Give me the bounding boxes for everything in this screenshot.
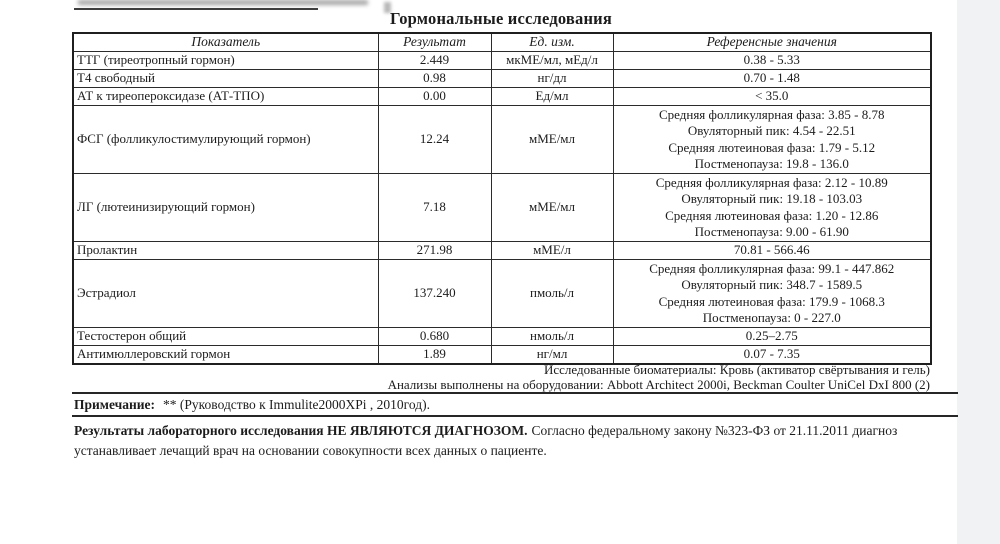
reference-cell — [613, 174, 931, 242]
disclaimer-bold: Результаты лабораторного исследования НЕ ЯВЛЯЮТСЯ ДИАГНОЗОМ. — [74, 423, 528, 438]
reference-cell — [613, 260, 931, 328]
result-cell: 2.449 — [378, 52, 491, 70]
unit-cell: Ед/мл — [491, 88, 613, 106]
col-header-result: Результат — [378, 33, 491, 52]
reference-line: Овуляторный пик: 4.54 - 22.51 — [687, 123, 856, 138]
unit-cell: мМЕ/л — [491, 242, 613, 260]
indicator-cell: ТТГ (тиреотропный гормон) — [73, 52, 378, 70]
indicator-cell: Т4 свободный — [73, 70, 378, 88]
reference-line: Средняя лютеиновая фаза: 1.20 - 12.86 — [665, 207, 879, 223]
indicator-cell: Антимюллеровский гормон — [73, 346, 378, 365]
reference-line: Средняя лютеиновая фаза: 179.9 - 1068.3 — [658, 293, 885, 309]
reference-cell: < 35.0 — [613, 88, 931, 106]
table-row — [73, 260, 931, 328]
table-row — [73, 52, 931, 70]
reference-line: Постменопауза: 19.8 - 136.0 — [694, 156, 849, 171]
reference-cell — [613, 106, 931, 174]
disclaimer — [74, 421, 962, 460]
reference-cell: 0.38 - 5.33 — [613, 52, 931, 70]
table-row — [73, 328, 931, 346]
divider — [72, 415, 958, 417]
indicator-cell: Пролактин — [73, 242, 378, 260]
result-cell: 271.98 — [378, 242, 491, 260]
indicator-cell: АТ к тиреопероксидазе (АТ-ТПО) — [73, 88, 378, 106]
result-cell: 0.680 — [378, 328, 491, 346]
reference-line: Средняя фолликулярная фаза: 3.85 - 8.78 — [658, 106, 885, 122]
reference-line: Средняя фолликулярная фаза: 99.1 - 447.862 — [649, 260, 895, 276]
note-text: ** (Руководство к Immulite2000XPi , 2010год). — [163, 397, 430, 412]
unit-cell: нг/дл — [491, 70, 613, 88]
indicator-cell: ЛГ (лютеинизирующий гормон) — [73, 174, 378, 242]
reference-line: Постменопауза: 0 - 227.0 — [702, 310, 841, 325]
note-label: Примечание: — [74, 397, 156, 412]
reference-line: Средняя фолликулярная фаза: 2.12 - 10.89 — [655, 174, 888, 190]
result-cell: 1.89 — [378, 346, 491, 365]
page-title: Гормональные исследования — [389, 9, 613, 28]
unit-cell: мкМЕ/мл, мЕд/л — [491, 52, 613, 70]
biomaterials-line: Исследованные биоматериалы: Кровь (активатор свёртывания и гель) — [543, 362, 930, 377]
unit-cell: нг/мл — [491, 346, 613, 365]
reference-cell: 70.81 - 566.46 — [613, 242, 931, 260]
result-cell: 0.00 — [378, 88, 491, 106]
disclaimer-text: Согласно федеральному закону №323-ФЗ от 21.11.2011 диагноз устанавливает лечащий врач на основании совокупности всех данных о пациенте. — [74, 423, 898, 458]
table-row — [73, 70, 931, 88]
redacted-text — [78, 0, 368, 5]
note-line — [74, 397, 954, 413]
reference-line: Овуляторный пик: 348.7 - 1589.5 — [681, 277, 863, 292]
result-cell: 7.18 — [378, 174, 491, 242]
table-row — [73, 88, 931, 106]
result-cell: 0.98 — [378, 70, 491, 88]
page-gutter — [957, 0, 1000, 544]
col-header-indicator: Показатель — [73, 33, 378, 52]
reference-line: Средняя лютеиновая фаза: 1.79 - 5.12 — [668, 139, 876, 155]
indicator-cell: Тестостерон общий — [73, 328, 378, 346]
table-row — [73, 174, 931, 242]
table-row — [73, 106, 931, 174]
equipment-line: Анализы выполнены на оборудовании: Abbott Architect 2000i, Beckman Coulter UniCel DxI 800 (2) — [387, 377, 930, 392]
unit-cell: пмоль/л — [491, 260, 613, 328]
reference-cell: 0.25–2.75 — [613, 328, 931, 346]
table-header-row — [73, 33, 931, 52]
indicator-cell: Эстрадиол — [73, 260, 378, 328]
col-header-unit: Ед. изм. — [491, 33, 613, 52]
results-table — [72, 32, 932, 365]
unit-cell: мМЕ/мл — [491, 174, 613, 242]
result-cell: 137.240 — [378, 260, 491, 328]
reference-cell: 0.70 - 1.48 — [613, 70, 931, 88]
reference-cell: 0.07 - 7.35 — [613, 346, 931, 365]
reference-line: Овуляторный пик: 19.18 - 103.03 — [681, 191, 863, 206]
unit-cell: мМЕ/мл — [491, 106, 613, 174]
reference-line: Постменопауза: 9.00 - 61.90 — [694, 224, 849, 239]
indicator-cell: ФСГ (фолликулостимулирующий гормон) — [73, 106, 378, 174]
divider — [72, 392, 958, 394]
result-cell: 12.24 — [378, 106, 491, 174]
table-row — [73, 242, 931, 260]
col-header-reference: Референсные значения — [613, 33, 931, 52]
unit-cell: нмоль/л — [491, 328, 613, 346]
